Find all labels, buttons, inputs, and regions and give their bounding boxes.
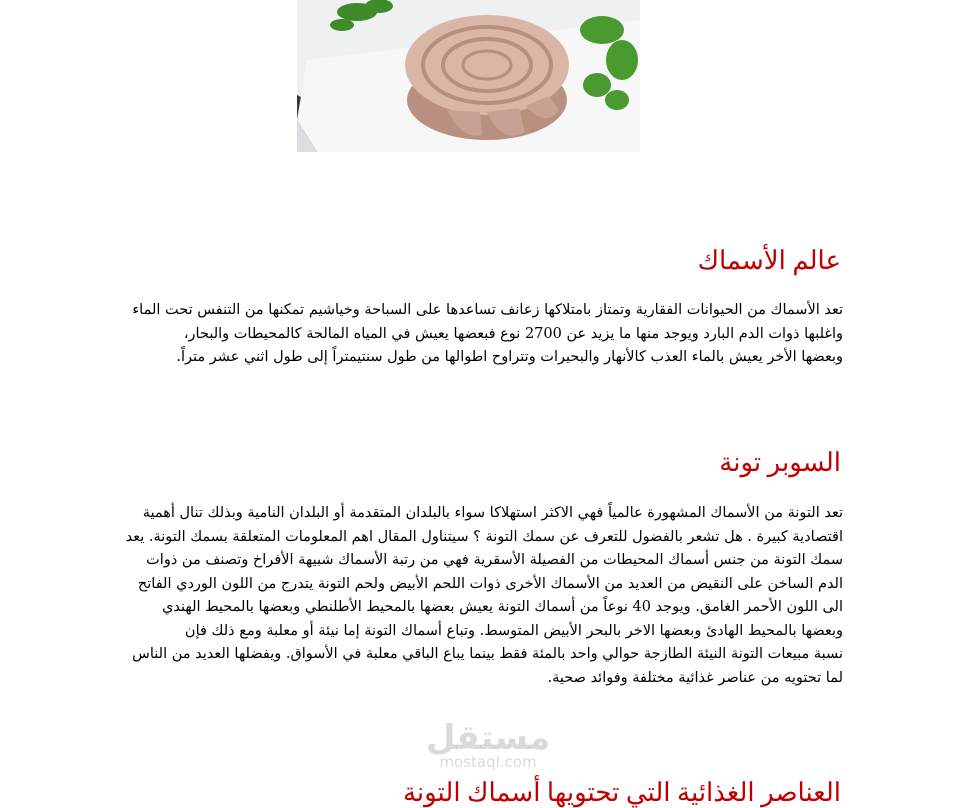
paragraph-line: تعد الأسماك من الحيوانات الفقارية وتمتاز بامتلاكها زعانف تساعدها على السباحة وخياشيم تمكنها من التنفس تحت الماء (132, 302, 843, 318)
tuna-steak-photo-icon (297, 0, 640, 152)
section-paragraph-fish-world (100, 299, 843, 370)
watermark-arabic: مستقل (425, 718, 551, 758)
section-paragraph-super-tuna (100, 502, 843, 690)
paragraph-line: وبعضها الأخر يعيش بالماء العذب كالأنهار والبحيرات وتتراوح اطوالها من طول سنتيمتراً إلى طول اثني عشر متراً. (176, 349, 843, 365)
paragraph-line: سمك التونة من جنس أسماك المحيطات من الفصيلة الأسقرية فهي من رتبة الأسماك شبيهة الأفراخ وتصنف من ذوات (146, 552, 843, 568)
paragraph-line: الدم الساخن على النقيض من العديد من الأسماك الأخرى ذوات اللحم الأبيض ولحم التونة يتدرج من اللون الوردي الفاتح (137, 575, 843, 592)
section-heading-fish-world: عالم الأسماك (697, 246, 841, 275)
paragraph-line: واغلبها ذوات الدم البارد ويوجد منها ما يزيد عن 2700 نوع فبعضها يعيش في المياه المالحة كالمحيطات والبحار، (183, 325, 843, 342)
tuna-photo (297, 0, 640, 152)
watermark-latin: mostaql.com (439, 753, 537, 771)
section-heading-nutrients: العناصر الغذائية التي تحتويها أسماك التونة (402, 778, 841, 807)
paragraph-line: وبعضها بالمحيط الهادئ وبعضها الاخر بالبحر الأبيض المتوسط. وتباع أسماك التونة إما نيئة أو معلبة ومع ذلك فإن (184, 622, 843, 639)
paragraph-line: لما تحتويه من عناصر غذائية مختلفة وفوائد صحية. (547, 669, 843, 686)
paragraph-line: الى اللون الأحمر الغامق. ويوجد 40 نوعاً من أسماك التونة يعيش بعضها بالمحيط الأطلنطي وبعضها بالمحيط الهندي (162, 599, 843, 615)
section-heading-super-tuna: السوبر تونة (719, 448, 841, 477)
paragraph-line: نسبة مبيعات التونة النيئة الطازجة حوالي واحد بالمئة فقط بينما يباع الباقي معلبة في الأسواق. ويفضلها العديد من الناس (132, 646, 843, 662)
paragraph-line: اقتصادية كبيرة . هل تشعر بالفضول للتعرف عن سمك التونة ؟ سيتناول المقال اهم المعلومات المتعلقة بسمك التونة. يعد (125, 528, 843, 545)
mostaql-watermark (418, 718, 558, 778)
paragraph-line: تعد التونة من الأسماك المشهورة عالمياً فهي الاكثر استهلاكا سواء بالبلدان المتقدمة أو البلدان النامية وبذلك تنال أهمية (142, 505, 843, 521)
